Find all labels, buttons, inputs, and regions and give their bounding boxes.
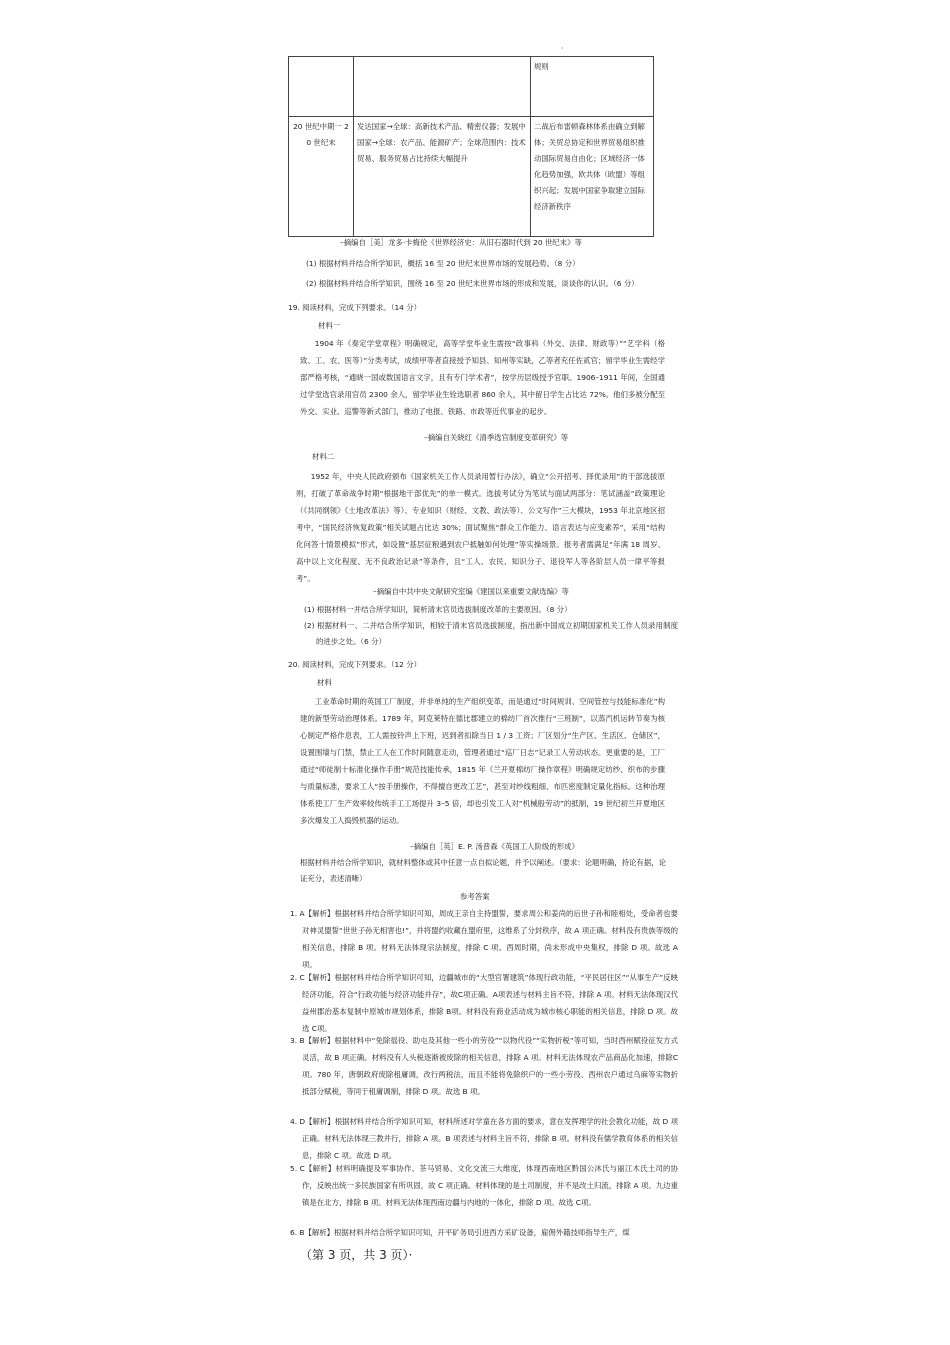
material-20-label: 材料	[317, 678, 332, 687]
material-2-text: 1952 年，中央人民政府颁布《国家机关工作人员录用暂行办法》，确立“公开招考、择优录用”的干部选拔原则，打破了革命战争时期“根据地干部优先”的单一模式。选拔考试分为笔试与面试两部分：笔试涵盖“政策理论（《共同纲领》《土地改革法》等）、专业知识（财经、文教、政法等）、公文写作”三大模块，1953 年北京地区招考中，“国民经济恢复政策”相关试题占比达 30%；面试聚焦“群众工作能力、语言表达与应变素养”，采用“结构化问答十情景模拟”形式，如设置“基层征粮遇到农户抵触如何处理”等实操场景。报考者需满足“年满 18 周岁、高中以上文化程度、无不良政治记录”等条件，且“工人、农民、知识分子、退役军人等各阶层人员一律平等报考”。	[296, 472, 665, 583]
material-20-source: –摘编自［英］E. P. 汤普森《英国工人阶级的形成》	[410, 842, 579, 851]
material-20-text: 工业革命时期的英国工厂制度，并非单纯的生产组织变革，而是通过“时间规训、空间管控与技能标准化”构建的新型劳动治理体系。1789 年，阿克莱特在德比郡建立的棉纺厂首次推行“三班制”，以蒸汽机运转节奏为核心制定严格作息表，工人需按铃声上下班，迟到者扣除当日 1 / 3 工资；厂区划分“生产区、生活区、仓储区”，设置围墙与门禁，禁止工人在工作时间随意走动，管理者通过“巡厂日志”记录工人劳动状态。更重要的是，工厂通过“师徒制十标准化操作手册”规范技能传承，1815 年《兰开夏棉纺厂操作章程》明确规定纺纱、织布的步骤与质量标准，要求工人“按手册操作，不得擅自更改工艺”，甚至对纱线粗细、布匹密度制定量化指标。这种治理体系使工厂生产效率较传统手工工场提升 3–5 倍，却也引发工人对“机械般劳动”的抵制，19 世纪初兰开夏地区多次爆发工人捣毁机器的运动。	[300, 697, 665, 825]
material-1-text: 1904 年《奏定学堂章程》明确规定，高等学堂毕业生需按“政事科（外交、法律、财政等）”“艺学科（格致、工、农、医等）”分类考试，成绩甲等者直接授予知县、知州等实缺，乙等者充任佐贰官；留学毕业生需经学部严格考核，“通晓一国或数国语言文字，且有专门学术者”，按学历层级授予官职。1906–1911 年间，全国通过学堂选官录用官员 2300 余人，留学毕业生铨选职者 860 余人，其中留日学生占比达 72%。他们多被分配至外交、实业、巡警等新式部门，推动了电报、铁路、市政等近代事业的起步。	[300, 339, 665, 416]
question-19-2: (2) 根据材料一、二并结合所学知识，相较于清末官员选拔制度，指出新中国成立初期国家机关工作人员录用制度的进步之处。（6 分）	[304, 621, 678, 646]
material-2-label: 材料二	[312, 452, 335, 461]
answer-4: 4. D【解析】根据材料并结合所学知识可知，材料所述对学童在各方面的要求，意在发挥理学的社会教化功能，故 D 项正确。材料无法体现三教并行，排除 A 项。B 项表述与材料主旨不符，排除 B 项。材料没有儒学教育体系的相关信息，排除 C 项。故选 D 项。	[290, 1117, 678, 1160]
question-20-requirement: 根据材料并结合所学知识，就材料整体或其中任意一点自拟论题，并予以阐述。（要求：论题明确，持论有据，论证充分，表述清晰）	[300, 858, 666, 883]
question-18-2: (2) 根据材料并结合所学知识，围绕 16 至 20 世纪末世界市场的形成和发展，谈谈你的认识。（6 分）	[306, 279, 639, 288]
table-row	[289, 117, 654, 237]
material-1-source: –摘编自关晓红《清季选官制度变革研究》等	[424, 433, 569, 442]
material-1-label: 材料一	[318, 321, 341, 330]
table-cell-period: 20 世纪中期一 20 世纪末	[289, 117, 354, 237]
question-19-1: (1) 根据材料一并结合所学知识，简析清末官员选拔制度改革的主要原因。（8 分）	[304, 605, 572, 614]
page-footer: （第 3 页，共 3 页）·	[300, 1248, 413, 1262]
question-18-1: (1) 根据材料并结合所学知识，概括 16 至 20 世纪末世界市场的发展趋势。（8 分）	[306, 259, 580, 268]
table-row	[289, 57, 654, 117]
question-19-heading: 19. 阅读材料，完成下列要求。（14 分）	[288, 303, 422, 312]
answer-6: 6. B【解析】根据材料并结合所学知识可知，开平矿务局引进西方采矿设备，雇佣外籍技师指导生产，煤	[290, 1228, 630, 1237]
material-2-source: –摘编自中共中央文献研究室编《建国以来重要文献选编》等	[373, 587, 569, 596]
table-cell-period	[289, 57, 354, 117]
table-cell-rules: 规则	[531, 57, 654, 117]
answer-5: 5. C【解析】材料明确提及军事协作、茶马贸易、文化交流三大维度，体现西南地区黔国公沐氏与丽江木氏土司的协作，反映出统一多民族国家有所巩固，故 C 项正确。材料体现的是土司制度，并不是改土归流，排除 A 项。九边重镇是在北方，排除 B 项。材料无法体现西南边疆与内地的一体化，排除 D 项。故选 C项。	[290, 1164, 678, 1207]
source-18: –摘编自［美］龙多·卡梅伦《世界经济史：从旧石器时代到 20 世纪末》等	[340, 238, 582, 247]
answer-3: 3. B【解析】根据材料中“免除徭役、助屯及其他一些小的劳役”“以物代役”“实物折税”等可知，当时西州赋役征发方式灵活，故 B 项正确。材料没有人头税逐渐被废除的相关信息，排除 A 项。材料无法体现农产品商品化加速，排除C项。780 年，唐朝政府废除租庸调，改行两税法，而且不能将免除织户的一些小劳役、西州农户通过乌麻等实物折抵部分赋税，等同于租庸调制，排除 D 项。故选 B 项。	[290, 1036, 678, 1096]
top-dot: ·	[561, 44, 564, 53]
table-cell-rules: 二战后布雷顿森林体系由确立到解体；关贸总协定和世界贸易组织推动国际贸易自由化；区域经济一体化趋势加强，欧共体（欧盟）等组织兴起；发展中国家争取建立国际经济新秩序	[531, 117, 654, 237]
table-cell-flows	[354, 57, 531, 117]
table-cell-flows: 发达国家→全球：高新技术产品、精密仪器；发展中国家→全球：农产品、能源矿产；全球范围内：技术贸易、服务贸易占比持续大幅提升	[354, 117, 531, 237]
answer-2: 2. C【解析】根据材料并结合所学知识可知，边疆城市的“大型官署建筑”体现行政功能，“平民居住区”“从事生产”反映经济功能，符合“行政功能与经济功能并存”，故C项正确。A项表述与材料主旨不符，排除 A 项。材料无法体现汉代益州郡治基本复制中原城市规划体系，排除 B项。材料没有商业活动成为城市核心职能的相关信息，排除 D 项。故选 C项。	[290, 973, 678, 1033]
answers-title: 参考答案	[460, 892, 490, 901]
trade-table	[288, 56, 654, 237]
question-20-heading: 20. 阅读材料，完成下列要求。（12 分）	[288, 660, 422, 669]
answer-1: 1. A【解析】根据材料并结合所学知识可知，周成王亲自主持盟誓，要求周公和姜尚的后世子孙和睦相处，受命者也要对神灵盟誓“世世子孙无相害也!”，并将盟约收藏在盟府里，这维系了分封秩序，故 A 项正确。材料没有贵族等级的相关信息，排除 B 项。材料无法体现宗法制度，排除 C 项。西周时期，尚未形成中央集权，排除 D 项。故选 A 项。	[290, 909, 678, 969]
